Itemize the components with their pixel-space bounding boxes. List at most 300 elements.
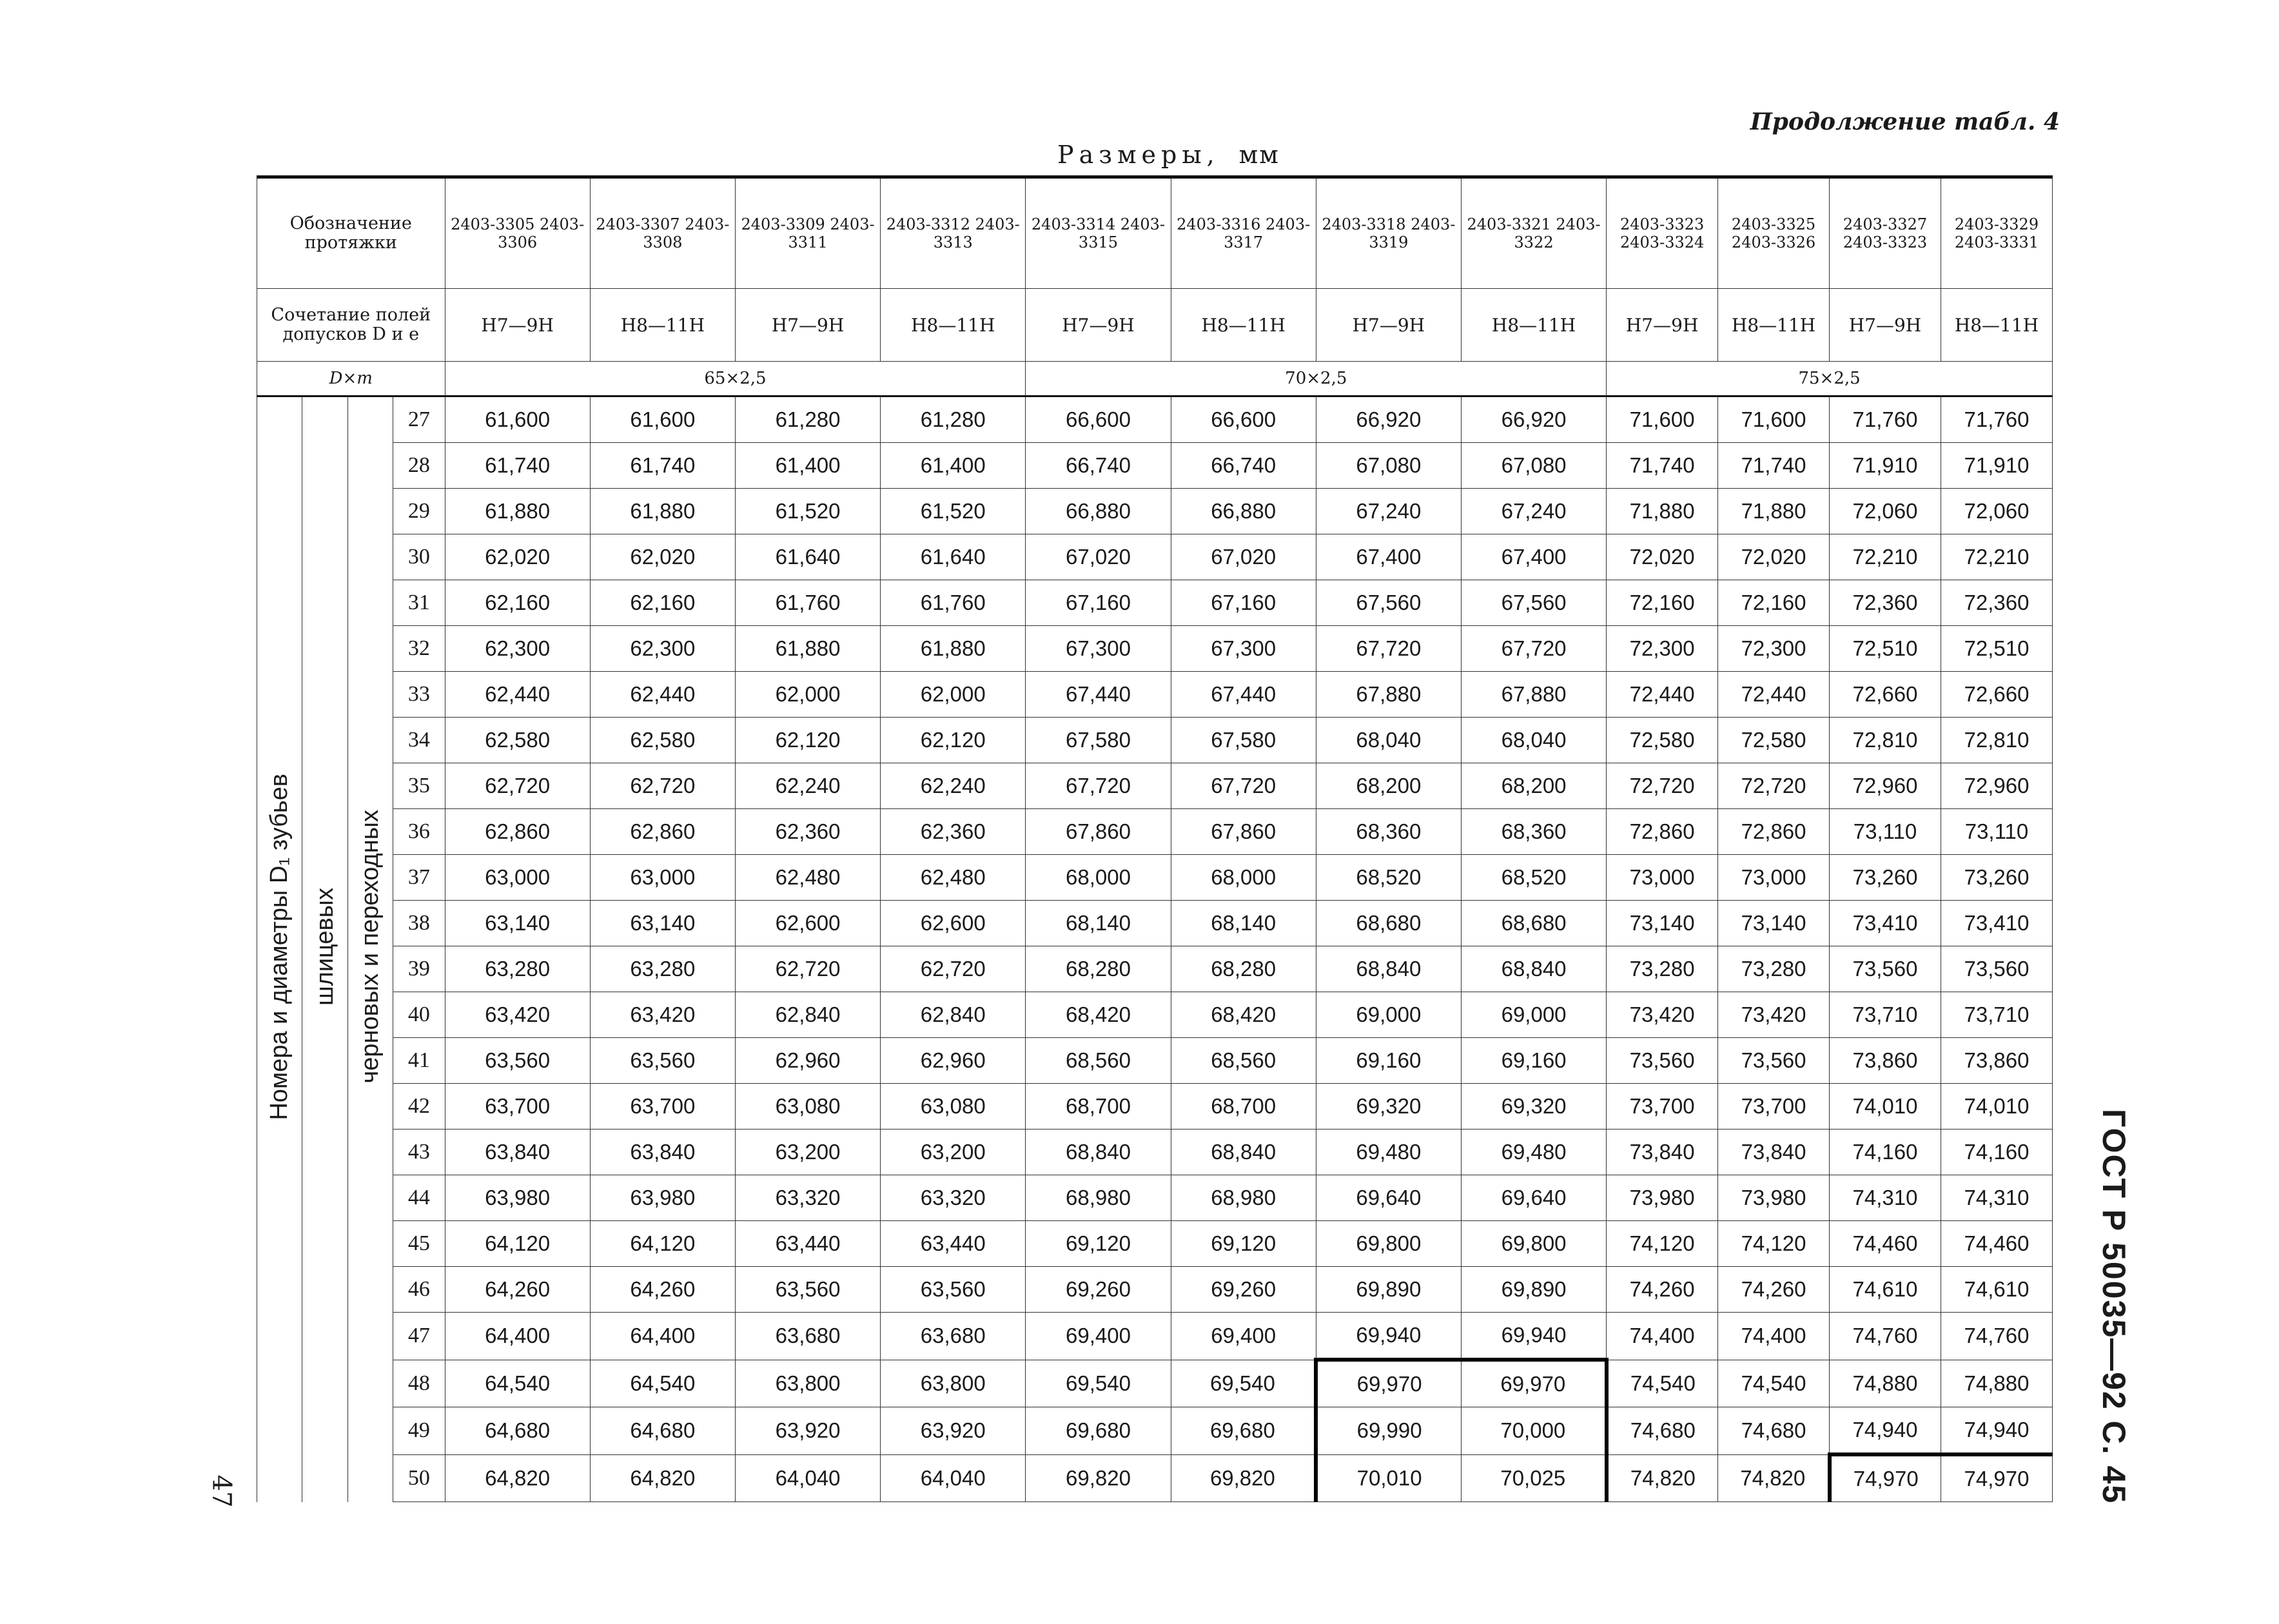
tolerance-cell: H7—9H xyxy=(1026,289,1171,362)
diameter-cell: 69,970 xyxy=(1316,1360,1461,1407)
tooth-number: 35 xyxy=(393,763,445,809)
diameter-cell: 68,840 xyxy=(1026,1130,1171,1175)
diameter-cell: 71,600 xyxy=(1607,396,1718,443)
diameter-cell: 69,120 xyxy=(1026,1221,1171,1267)
diameter-cell: 73,420 xyxy=(1718,992,1830,1038)
diameter-cell: 68,140 xyxy=(1171,901,1316,946)
diameter-cell: 73,710 xyxy=(1830,992,1941,1038)
diameter-cell: 72,360 xyxy=(1941,580,2052,626)
tooth-number: 43 xyxy=(393,1130,445,1175)
diameter-cell: 73,860 xyxy=(1830,1038,1941,1084)
diameter-cell: 63,700 xyxy=(445,1084,590,1130)
diameter-cell: 72,160 xyxy=(1718,580,1830,626)
diameter-cell: 69,400 xyxy=(1026,1313,1171,1360)
diameter-cell: 70,000 xyxy=(1461,1407,1606,1455)
row-label-rough-text: черновых и переходных xyxy=(356,810,384,1084)
diameter-cell: 67,580 xyxy=(1171,718,1316,763)
diameter-cell: 62,240 xyxy=(881,763,1026,809)
diameter-cell: 62,840 xyxy=(881,992,1026,1038)
diameter-cell: 73,000 xyxy=(1718,855,1830,901)
tooth-number: 42 xyxy=(393,1084,445,1130)
tolerance-cell: H7—9H xyxy=(735,289,880,362)
diameter-cell: 71,740 xyxy=(1718,443,1830,489)
table-row xyxy=(257,946,2053,992)
diameter-cell: 62,300 xyxy=(590,626,735,672)
diameter-cell: 63,320 xyxy=(735,1175,880,1221)
tooth-number: 50 xyxy=(393,1454,445,1502)
diameter-cell: 73,700 xyxy=(1718,1084,1830,1130)
diameter-cell: 74,400 xyxy=(1607,1313,1718,1360)
designation-cell: 2403-3305 2403-3306 xyxy=(445,177,590,289)
diameter-cell: 72,440 xyxy=(1718,672,1830,718)
diameter-cell: 67,160 xyxy=(1026,580,1171,626)
diameter-cell: 63,920 xyxy=(735,1407,880,1455)
row-label-numbers xyxy=(257,396,302,1502)
diameter-cell: 69,320 xyxy=(1316,1084,1461,1130)
diameter-cell: 71,760 xyxy=(1830,396,1941,443)
diameter-cell: 67,860 xyxy=(1026,809,1171,855)
diameter-cell: 72,020 xyxy=(1718,534,1830,580)
diameter-cell: 64,400 xyxy=(590,1313,735,1360)
diameter-cell: 73,280 xyxy=(1718,946,1830,992)
diameter-cell: 63,560 xyxy=(735,1267,880,1313)
tolerance-row xyxy=(257,289,2053,362)
diameter-cell: 69,320 xyxy=(1461,1084,1606,1130)
diameter-cell: 67,400 xyxy=(1461,534,1606,580)
diameter-cell: 74,760 xyxy=(1830,1313,1941,1360)
dxm-row xyxy=(257,362,2053,396)
diameter-cell: 63,000 xyxy=(445,855,590,901)
diameter-cell: 67,720 xyxy=(1171,763,1316,809)
diameter-cell: 68,000 xyxy=(1026,855,1171,901)
diameter-cell: 73,560 xyxy=(1607,1038,1718,1084)
diameter-cell: 68,360 xyxy=(1461,809,1606,855)
diameter-cell: 73,410 xyxy=(1830,901,1941,946)
diameter-cell: 72,210 xyxy=(1830,534,1941,580)
diameter-cell: 62,240 xyxy=(735,763,880,809)
diameter-cell: 64,260 xyxy=(590,1267,735,1313)
diameter-cell: 62,440 xyxy=(445,672,590,718)
diameter-cell: 73,560 xyxy=(1941,946,2052,992)
diameter-cell: 61,880 xyxy=(445,489,590,534)
diameter-cell: 72,300 xyxy=(1607,626,1718,672)
tooth-number: 47 xyxy=(393,1313,445,1360)
tooth-number: 44 xyxy=(393,1175,445,1221)
diameter-cell: 69,890 xyxy=(1316,1267,1461,1313)
tooth-number: 39 xyxy=(393,946,445,992)
diameter-cell: 62,020 xyxy=(445,534,590,580)
diameter-cell: 67,560 xyxy=(1316,580,1461,626)
dxm-label: D×m xyxy=(257,362,445,396)
diameter-cell: 63,560 xyxy=(445,1038,590,1084)
diameter-cell: 69,160 xyxy=(1316,1038,1461,1084)
table-row xyxy=(257,1221,2053,1267)
diameter-cell: 66,880 xyxy=(1171,489,1316,534)
diameter-cell: 64,040 xyxy=(881,1454,1026,1502)
diameter-cell: 74,260 xyxy=(1718,1267,1830,1313)
table-row xyxy=(257,809,2053,855)
diameter-cell: 74,880 xyxy=(1941,1360,2052,1407)
diameter-cell: 73,560 xyxy=(1830,946,1941,992)
diameter-cell: 68,040 xyxy=(1461,718,1606,763)
designation-cell: 2403-3323 2403-3324 xyxy=(1607,177,1718,289)
diameter-cell: 62,160 xyxy=(590,580,735,626)
table-row xyxy=(257,580,2053,626)
diameter-cell: 74,760 xyxy=(1941,1313,2052,1360)
diameter-cell: 63,320 xyxy=(881,1175,1026,1221)
diameter-cell: 72,720 xyxy=(1607,763,1718,809)
diameter-cell: 72,510 xyxy=(1941,626,2052,672)
diameter-cell: 67,560 xyxy=(1461,580,1606,626)
diameter-cell: 67,020 xyxy=(1026,534,1171,580)
diameter-cell: 72,580 xyxy=(1607,718,1718,763)
diameter-cell: 62,960 xyxy=(881,1038,1026,1084)
diameter-cell: 70,025 xyxy=(1461,1454,1606,1502)
diameter-cell: 63,140 xyxy=(590,901,735,946)
diameter-cell: 68,280 xyxy=(1026,946,1171,992)
diameter-cell: 74,120 xyxy=(1718,1221,1830,1267)
diameter-cell: 67,860 xyxy=(1171,809,1316,855)
diameter-cell: 68,700 xyxy=(1171,1084,1316,1130)
diameter-cell: 61,400 xyxy=(735,443,880,489)
diameter-cell: 67,720 xyxy=(1461,626,1606,672)
diameter-cell: 67,080 xyxy=(1316,443,1461,489)
diameter-cell: 74,310 xyxy=(1941,1175,2052,1221)
designation-cell: 2403-3312 2403-3313 xyxy=(881,177,1026,289)
designation-cell: 2403-3318 2403-3319 xyxy=(1316,177,1461,289)
diameter-cell: 67,580 xyxy=(1026,718,1171,763)
tooth-number: 29 xyxy=(393,489,445,534)
diameter-cell: 74,610 xyxy=(1830,1267,1941,1313)
diameter-cell: 62,720 xyxy=(735,946,880,992)
diameter-cell: 72,860 xyxy=(1607,809,1718,855)
diameter-cell: 62,300 xyxy=(445,626,590,672)
diameter-cell: 62,860 xyxy=(445,809,590,855)
diameter-cell: 64,820 xyxy=(590,1454,735,1502)
diameter-cell: 72,580 xyxy=(1718,718,1830,763)
diameter-cell: 69,640 xyxy=(1461,1175,1606,1221)
diameter-cell: 74,010 xyxy=(1830,1084,1941,1130)
diameter-cell: 61,880 xyxy=(735,626,880,672)
tolerance-cell: H7—9H xyxy=(1316,289,1461,362)
gost-label: ГОСТ Р 50035—92 С. 45 xyxy=(2096,1109,2132,1505)
diameter-cell: 62,480 xyxy=(881,855,1026,901)
dxm-group-1: 65×2,5 xyxy=(445,362,1026,396)
diameter-cell: 67,300 xyxy=(1026,626,1171,672)
diameter-cell: 63,080 xyxy=(881,1084,1026,1130)
diameter-cell: 74,940 xyxy=(1941,1407,2052,1455)
diameter-cell: 68,140 xyxy=(1026,901,1171,946)
sizes-title xyxy=(1057,141,1280,169)
diameter-cell: 63,000 xyxy=(590,855,735,901)
diameter-cell: 63,420 xyxy=(445,992,590,1038)
diameter-cell: 69,540 xyxy=(1171,1360,1316,1407)
table-row xyxy=(257,1313,2053,1360)
diameter-cell: 62,000 xyxy=(881,672,1026,718)
diameter-cell: 71,760 xyxy=(1941,396,2052,443)
diameter-cell: 64,680 xyxy=(445,1407,590,1455)
diameter-cell: 68,000 xyxy=(1171,855,1316,901)
diameter-cell: 69,890 xyxy=(1461,1267,1606,1313)
diameter-cell: 62,720 xyxy=(445,763,590,809)
designation-cell: 2403-3327 2403-3323 xyxy=(1830,177,1941,289)
diameter-cell: 69,800 xyxy=(1316,1221,1461,1267)
diameter-cell: 63,980 xyxy=(590,1175,735,1221)
diameter-cell: 62,580 xyxy=(590,718,735,763)
diameter-cell: 74,820 xyxy=(1718,1454,1830,1502)
diameter-cell: 74,260 xyxy=(1607,1267,1718,1313)
tooth-number: 48 xyxy=(393,1360,445,1407)
diameter-cell: 66,740 xyxy=(1171,443,1316,489)
diameter-cell: 74,880 xyxy=(1830,1360,1941,1407)
diameter-cell: 69,160 xyxy=(1461,1038,1606,1084)
diameter-cell: 74,460 xyxy=(1830,1221,1941,1267)
diameter-cell: 74,400 xyxy=(1718,1313,1830,1360)
diameter-cell: 69,260 xyxy=(1026,1267,1171,1313)
diameter-cell: 67,720 xyxy=(1316,626,1461,672)
table-row xyxy=(257,763,2053,809)
diameter-cell: 63,800 xyxy=(881,1360,1026,1407)
diameter-cell: 62,120 xyxy=(735,718,880,763)
diameter-cell: 67,240 xyxy=(1461,489,1606,534)
diameter-cell: 62,840 xyxy=(735,992,880,1038)
diameter-cell: 64,540 xyxy=(590,1360,735,1407)
row-label-spline-text: шлицевых xyxy=(311,888,338,1006)
tooth-number: 33 xyxy=(393,672,445,718)
diameter-cell: 73,420 xyxy=(1607,992,1718,1038)
diameter-cell: 63,440 xyxy=(735,1221,880,1267)
table-row xyxy=(257,443,2053,489)
diameter-cell: 72,810 xyxy=(1830,718,1941,763)
diameter-cell: 73,140 xyxy=(1718,901,1830,946)
diameter-cell: 74,680 xyxy=(1607,1407,1718,1455)
diameter-cell: 67,240 xyxy=(1316,489,1461,534)
diameter-cell: 72,660 xyxy=(1830,672,1941,718)
tooth-number: 45 xyxy=(393,1221,445,1267)
diameter-cell: 68,420 xyxy=(1026,992,1171,1038)
table-row xyxy=(257,534,2053,580)
diameter-cell: 72,210 xyxy=(1941,534,2052,580)
diameter-cell: 64,120 xyxy=(590,1221,735,1267)
diameter-cell: 62,600 xyxy=(735,901,880,946)
diameter-cell: 67,160 xyxy=(1171,580,1316,626)
designation-cell: 2403-3329 2403-3331 xyxy=(1941,177,2052,289)
diameter-cell: 69,800 xyxy=(1461,1221,1606,1267)
diameter-cell: 62,580 xyxy=(445,718,590,763)
diameter-cell: 63,560 xyxy=(881,1267,1026,1313)
diameter-cell: 62,960 xyxy=(735,1038,880,1084)
diameter-cell: 63,200 xyxy=(881,1130,1026,1175)
diameter-cell: 68,980 xyxy=(1171,1175,1316,1221)
diameter-cell: 67,440 xyxy=(1171,672,1316,718)
table-row xyxy=(257,992,2053,1038)
diameter-cell: 62,480 xyxy=(735,855,880,901)
designation-label: Обозначение протяжки xyxy=(257,177,445,289)
diameter-cell: 63,680 xyxy=(735,1313,880,1360)
diameter-cell: 62,860 xyxy=(590,809,735,855)
diameter-cell: 62,360 xyxy=(881,809,1026,855)
table-row xyxy=(257,718,2053,763)
tooth-number: 31 xyxy=(393,580,445,626)
diameter-cell: 69,940 xyxy=(1316,1313,1461,1360)
designation-row xyxy=(257,177,2053,289)
table-row xyxy=(257,396,2053,443)
diameter-cell: 68,520 xyxy=(1461,855,1606,901)
diameter-cell: 67,720 xyxy=(1026,763,1171,809)
table-row xyxy=(257,1360,2053,1407)
diameter-cell: 64,120 xyxy=(445,1221,590,1267)
diameter-cell: 68,040 xyxy=(1316,718,1461,763)
diameter-cell: 61,760 xyxy=(735,580,880,626)
diameter-cell: 61,880 xyxy=(590,489,735,534)
diameter-cell: 63,140 xyxy=(445,901,590,946)
diameter-cell: 61,400 xyxy=(881,443,1026,489)
diameter-cell: 71,880 xyxy=(1718,489,1830,534)
tooth-number: 32 xyxy=(393,626,445,672)
diameter-cell: 63,680 xyxy=(881,1313,1026,1360)
diameter-cell: 74,010 xyxy=(1941,1084,2052,1130)
diameter-cell: 67,300 xyxy=(1171,626,1316,672)
tooth-number: 36 xyxy=(393,809,445,855)
diameter-cell: 61,600 xyxy=(445,396,590,443)
diameter-cell: 61,520 xyxy=(735,489,880,534)
tooth-number: 27 xyxy=(393,396,445,443)
diameter-cell: 63,080 xyxy=(735,1084,880,1130)
diameter-cell: 72,960 xyxy=(1941,763,2052,809)
diameter-cell: 72,020 xyxy=(1607,534,1718,580)
designation-cell: 2403-3307 2403-3308 xyxy=(590,177,735,289)
tooth-number: 40 xyxy=(393,992,445,1038)
diameter-cell: 67,880 xyxy=(1316,672,1461,718)
diameter-cell: 73,000 xyxy=(1607,855,1718,901)
diameter-cell: 68,680 xyxy=(1461,901,1606,946)
diameter-cell: 64,400 xyxy=(445,1313,590,1360)
diameter-cell: 62,160 xyxy=(445,580,590,626)
tooth-number: 41 xyxy=(393,1038,445,1084)
diameter-cell: 63,440 xyxy=(881,1221,1026,1267)
diameter-cell: 69,260 xyxy=(1171,1267,1316,1313)
diameter-cell: 69,680 xyxy=(1171,1407,1316,1455)
tolerance-cell: H7—9H xyxy=(445,289,590,362)
diameter-cell: 73,860 xyxy=(1941,1038,2052,1084)
tooth-number: 38 xyxy=(393,901,445,946)
diameter-cell: 73,280 xyxy=(1607,946,1718,992)
page-number: 47 xyxy=(206,1474,237,1508)
diameter-cell: 63,280 xyxy=(590,946,735,992)
diameter-cell: 74,120 xyxy=(1607,1221,1718,1267)
diameter-cell: 74,540 xyxy=(1718,1360,1830,1407)
diameter-cell: 68,840 xyxy=(1171,1130,1316,1175)
diameter-cell: 61,640 xyxy=(735,534,880,580)
diameter-cell: 68,520 xyxy=(1316,855,1461,901)
diameter-cell: 62,720 xyxy=(881,946,1026,992)
diameter-cell: 68,700 xyxy=(1026,1084,1171,1130)
diameter-cell: 61,740 xyxy=(590,443,735,489)
diameter-cell: 72,960 xyxy=(1830,763,1941,809)
diameter-cell: 69,400 xyxy=(1171,1313,1316,1360)
diameter-cell: 63,200 xyxy=(735,1130,880,1175)
tooth-number: 28 xyxy=(393,443,445,489)
diameter-cell: 62,600 xyxy=(881,901,1026,946)
diameter-cell: 67,020 xyxy=(1171,534,1316,580)
table-row xyxy=(257,626,2053,672)
table-row xyxy=(257,855,2053,901)
diameter-cell: 74,310 xyxy=(1830,1175,1941,1221)
diameter-cell: 72,440 xyxy=(1607,672,1718,718)
tolerance-cell: H8—11H xyxy=(1171,289,1316,362)
diameter-cell: 63,840 xyxy=(590,1130,735,1175)
diameter-cell: 62,440 xyxy=(590,672,735,718)
diameter-cell: 69,940 xyxy=(1461,1313,1606,1360)
diameter-cell: 73,110 xyxy=(1941,809,2052,855)
diameter-cell: 73,560 xyxy=(1718,1038,1830,1084)
dimensions-table xyxy=(257,175,2053,1502)
diameter-cell: 74,940 xyxy=(1830,1407,1941,1455)
diameter-cell: 71,740 xyxy=(1607,443,1718,489)
diameter-cell: 68,840 xyxy=(1316,946,1461,992)
tooth-number: 37 xyxy=(393,855,445,901)
diameter-cell: 64,260 xyxy=(445,1267,590,1313)
diameter-cell: 72,060 xyxy=(1941,489,2052,534)
diameter-cell: 71,910 xyxy=(1830,443,1941,489)
diameter-cell: 68,280 xyxy=(1171,946,1316,992)
diameter-cell: 73,710 xyxy=(1941,992,2052,1038)
tolerance-cell: H8—11H xyxy=(881,289,1026,362)
diameter-cell: 74,970 xyxy=(1830,1454,1941,1502)
diameter-cell: 61,280 xyxy=(735,396,880,443)
diameter-cell: 62,020 xyxy=(590,534,735,580)
diameter-cell: 64,040 xyxy=(735,1454,880,1502)
diameter-cell: 68,560 xyxy=(1026,1038,1171,1084)
diameter-cell: 67,400 xyxy=(1316,534,1461,580)
diameter-cell: 62,720 xyxy=(590,763,735,809)
diameter-cell: 68,980 xyxy=(1026,1175,1171,1221)
diameter-cell: 73,260 xyxy=(1830,855,1941,901)
table-row xyxy=(257,489,2053,534)
diameter-cell: 62,120 xyxy=(881,718,1026,763)
diameter-cell: 69,480 xyxy=(1316,1130,1461,1175)
diameter-cell: 68,680 xyxy=(1316,901,1461,946)
table-row xyxy=(257,1130,2053,1175)
row-label-numbers-text: Номера и диаметры D₁ зубьев xyxy=(266,773,293,1120)
diameter-cell: 72,860 xyxy=(1718,809,1830,855)
dxm-group-3: 75×2,5 xyxy=(1607,362,2053,396)
diameter-cell: 61,880 xyxy=(881,626,1026,672)
table-row xyxy=(257,1175,2053,1221)
diameter-cell: 74,540 xyxy=(1607,1360,1718,1407)
designation-cell: 2403-3309 2403-3311 xyxy=(735,177,880,289)
diameter-cell: 63,980 xyxy=(445,1175,590,1221)
tolerance-cell: H8—11H xyxy=(590,289,735,362)
diameter-cell: 73,260 xyxy=(1941,855,2052,901)
diameter-cell: 69,120 xyxy=(1171,1221,1316,1267)
diameter-cell: 63,560 xyxy=(590,1038,735,1084)
diameter-cell: 63,840 xyxy=(445,1130,590,1175)
tolerance-label: Сочетание полей допусков D и e xyxy=(257,289,445,362)
diameter-cell: 68,840 xyxy=(1461,946,1606,992)
diameter-cell: 72,060 xyxy=(1830,489,1941,534)
diameter-cell: 74,680 xyxy=(1718,1407,1830,1455)
diameter-cell: 66,740 xyxy=(1026,443,1171,489)
diameter-cell: 69,990 xyxy=(1316,1407,1461,1455)
sizes-unit: мм xyxy=(1238,141,1280,169)
diameter-cell: 69,820 xyxy=(1171,1454,1316,1502)
diameter-cell: 69,640 xyxy=(1316,1175,1461,1221)
table-row xyxy=(257,1038,2053,1084)
tolerance-cell: H8—11H xyxy=(1718,289,1830,362)
diameter-cell: 67,880 xyxy=(1461,672,1606,718)
diameter-cell: 74,160 xyxy=(1830,1130,1941,1175)
